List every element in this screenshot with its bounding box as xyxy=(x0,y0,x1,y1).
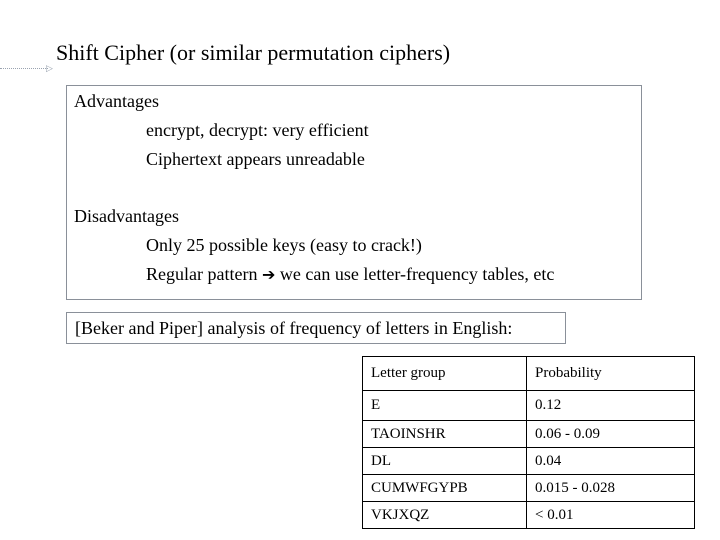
advantage-item: Ciphertext appears unreadable xyxy=(146,149,365,169)
pattern-text: Regular pattern xyxy=(146,264,258,284)
letter-group-cell: VKJXQZ xyxy=(363,502,527,529)
probability-cell: 0.015 - 0.028 xyxy=(527,475,695,502)
probability-cell: 0.06 - 0.09 xyxy=(527,421,695,448)
slide-title: Shift Cipher (or similar permutation ciphers) xyxy=(56,40,451,65)
letter-group-cell: CUMWFGYPB xyxy=(363,475,527,502)
table-row xyxy=(363,448,695,475)
advantage-item: encrypt, decrypt: very efficient xyxy=(146,120,369,140)
letter-frequency-table xyxy=(362,356,695,529)
disadvantage-item-pattern xyxy=(146,263,554,286)
letter-group-cell: E xyxy=(363,391,527,421)
disadvantages-heading: Disadvantages xyxy=(74,206,179,226)
right-arrow-icon: ➔ xyxy=(261,265,276,284)
table-row xyxy=(363,475,695,502)
disadvantage-item: Only 25 possible keys (easy to crack!) xyxy=(146,235,422,255)
pros-cons-box xyxy=(66,85,642,300)
table-row xyxy=(363,502,695,529)
advantages-heading: Advantages xyxy=(74,91,159,111)
table-row xyxy=(363,421,695,448)
table-row xyxy=(363,391,695,421)
probability-cell: 0.12 xyxy=(527,391,695,421)
probability-cell: < 0.01 xyxy=(527,502,695,529)
divider-marker-icon: ▷ xyxy=(46,63,53,73)
column-header: Letter group xyxy=(363,357,527,391)
letter-group-cell: DL xyxy=(363,448,527,475)
letter-group-cell: TAOINSHR xyxy=(363,421,527,448)
title-divider xyxy=(0,68,48,69)
column-header: Probability xyxy=(527,357,695,391)
frequency-note: [Beker and Piper] analysis of frequency of letters in English: xyxy=(66,312,566,344)
probability-cell: 0.04 xyxy=(527,448,695,475)
table-header-row xyxy=(363,357,695,391)
pattern-consequence: we can use letter-frequency tables, etc xyxy=(279,264,555,284)
